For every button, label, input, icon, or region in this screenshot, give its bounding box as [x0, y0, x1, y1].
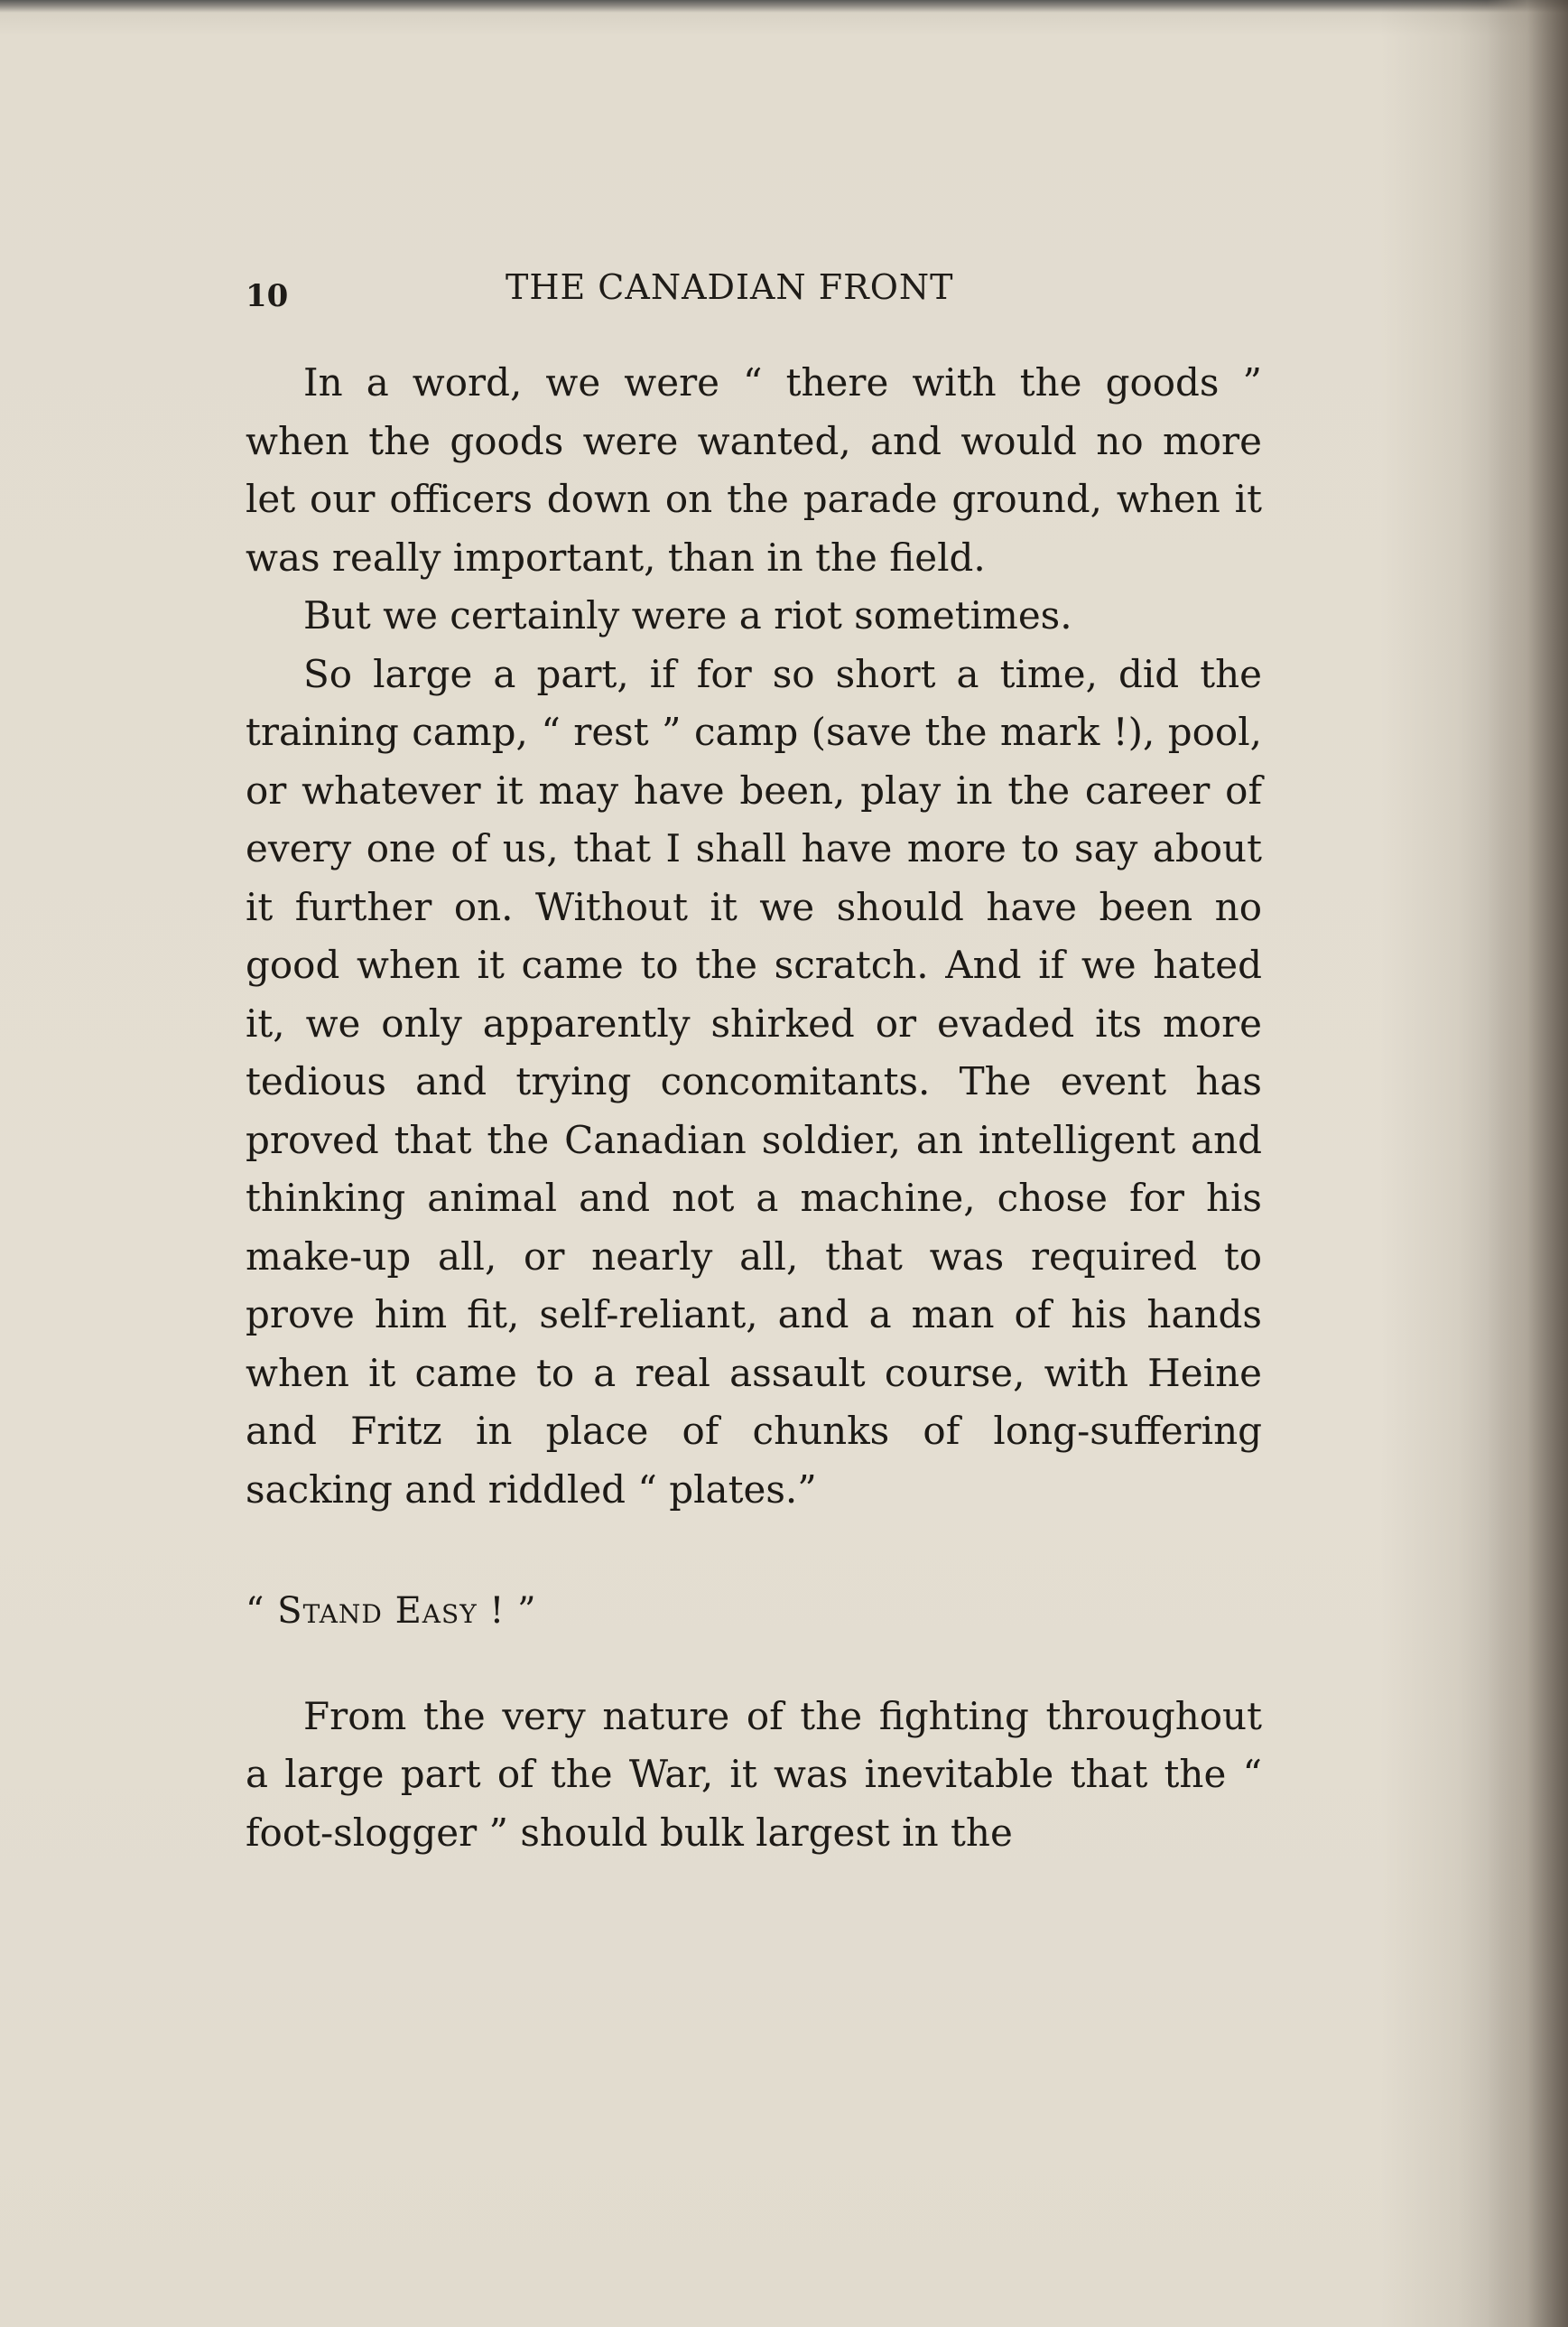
page-gutter-shadow [1487, 0, 1568, 2327]
paragraph: So large a part, if for so short a time, did the training camp, “ rest ” camp (save the mark !), pool, or whatever it may have been, play in the career of every one of us, that I shall have more to say about it further on. Without it we should have been no good when it came to the scratch. And if we hated it, we only apparently shirked or evaded its more tedious and trying concomitants. The event has proved that the Canadian soldier, an intelligent and thinking animal and not a machine, chose for his make-up all, or nearly all, that was required to prove him fit, self-reliant, and a man of his hands when it came to a real assault course, with Heine and Fritz in place of chunks of long-suffering sacking and riddled “ plates.” [246, 651, 1262, 1512]
paragraph: But we certainly were a riot sometimes. [303, 593, 1072, 638]
paragraph: From the very nature of the fighting throughout a large part of the War, it was inevitable that the “ foot-slogger ” should bulk largest in the [246, 1693, 1262, 1855]
paragraph: In a word, we were “ there with the goods ” when the goods were wanted, and would no more let our officers down on the parade ground, when it was really important, than in the field. [246, 360, 1262, 580]
page-header [246, 267, 1266, 321]
page-body [246, 354, 1262, 1862]
page-number: 10 [246, 278, 289, 314]
running-title: THE CANADIAN FRONT [506, 267, 954, 307]
section-heading: “ Stand Easy ! ” [246, 1590, 537, 1632]
